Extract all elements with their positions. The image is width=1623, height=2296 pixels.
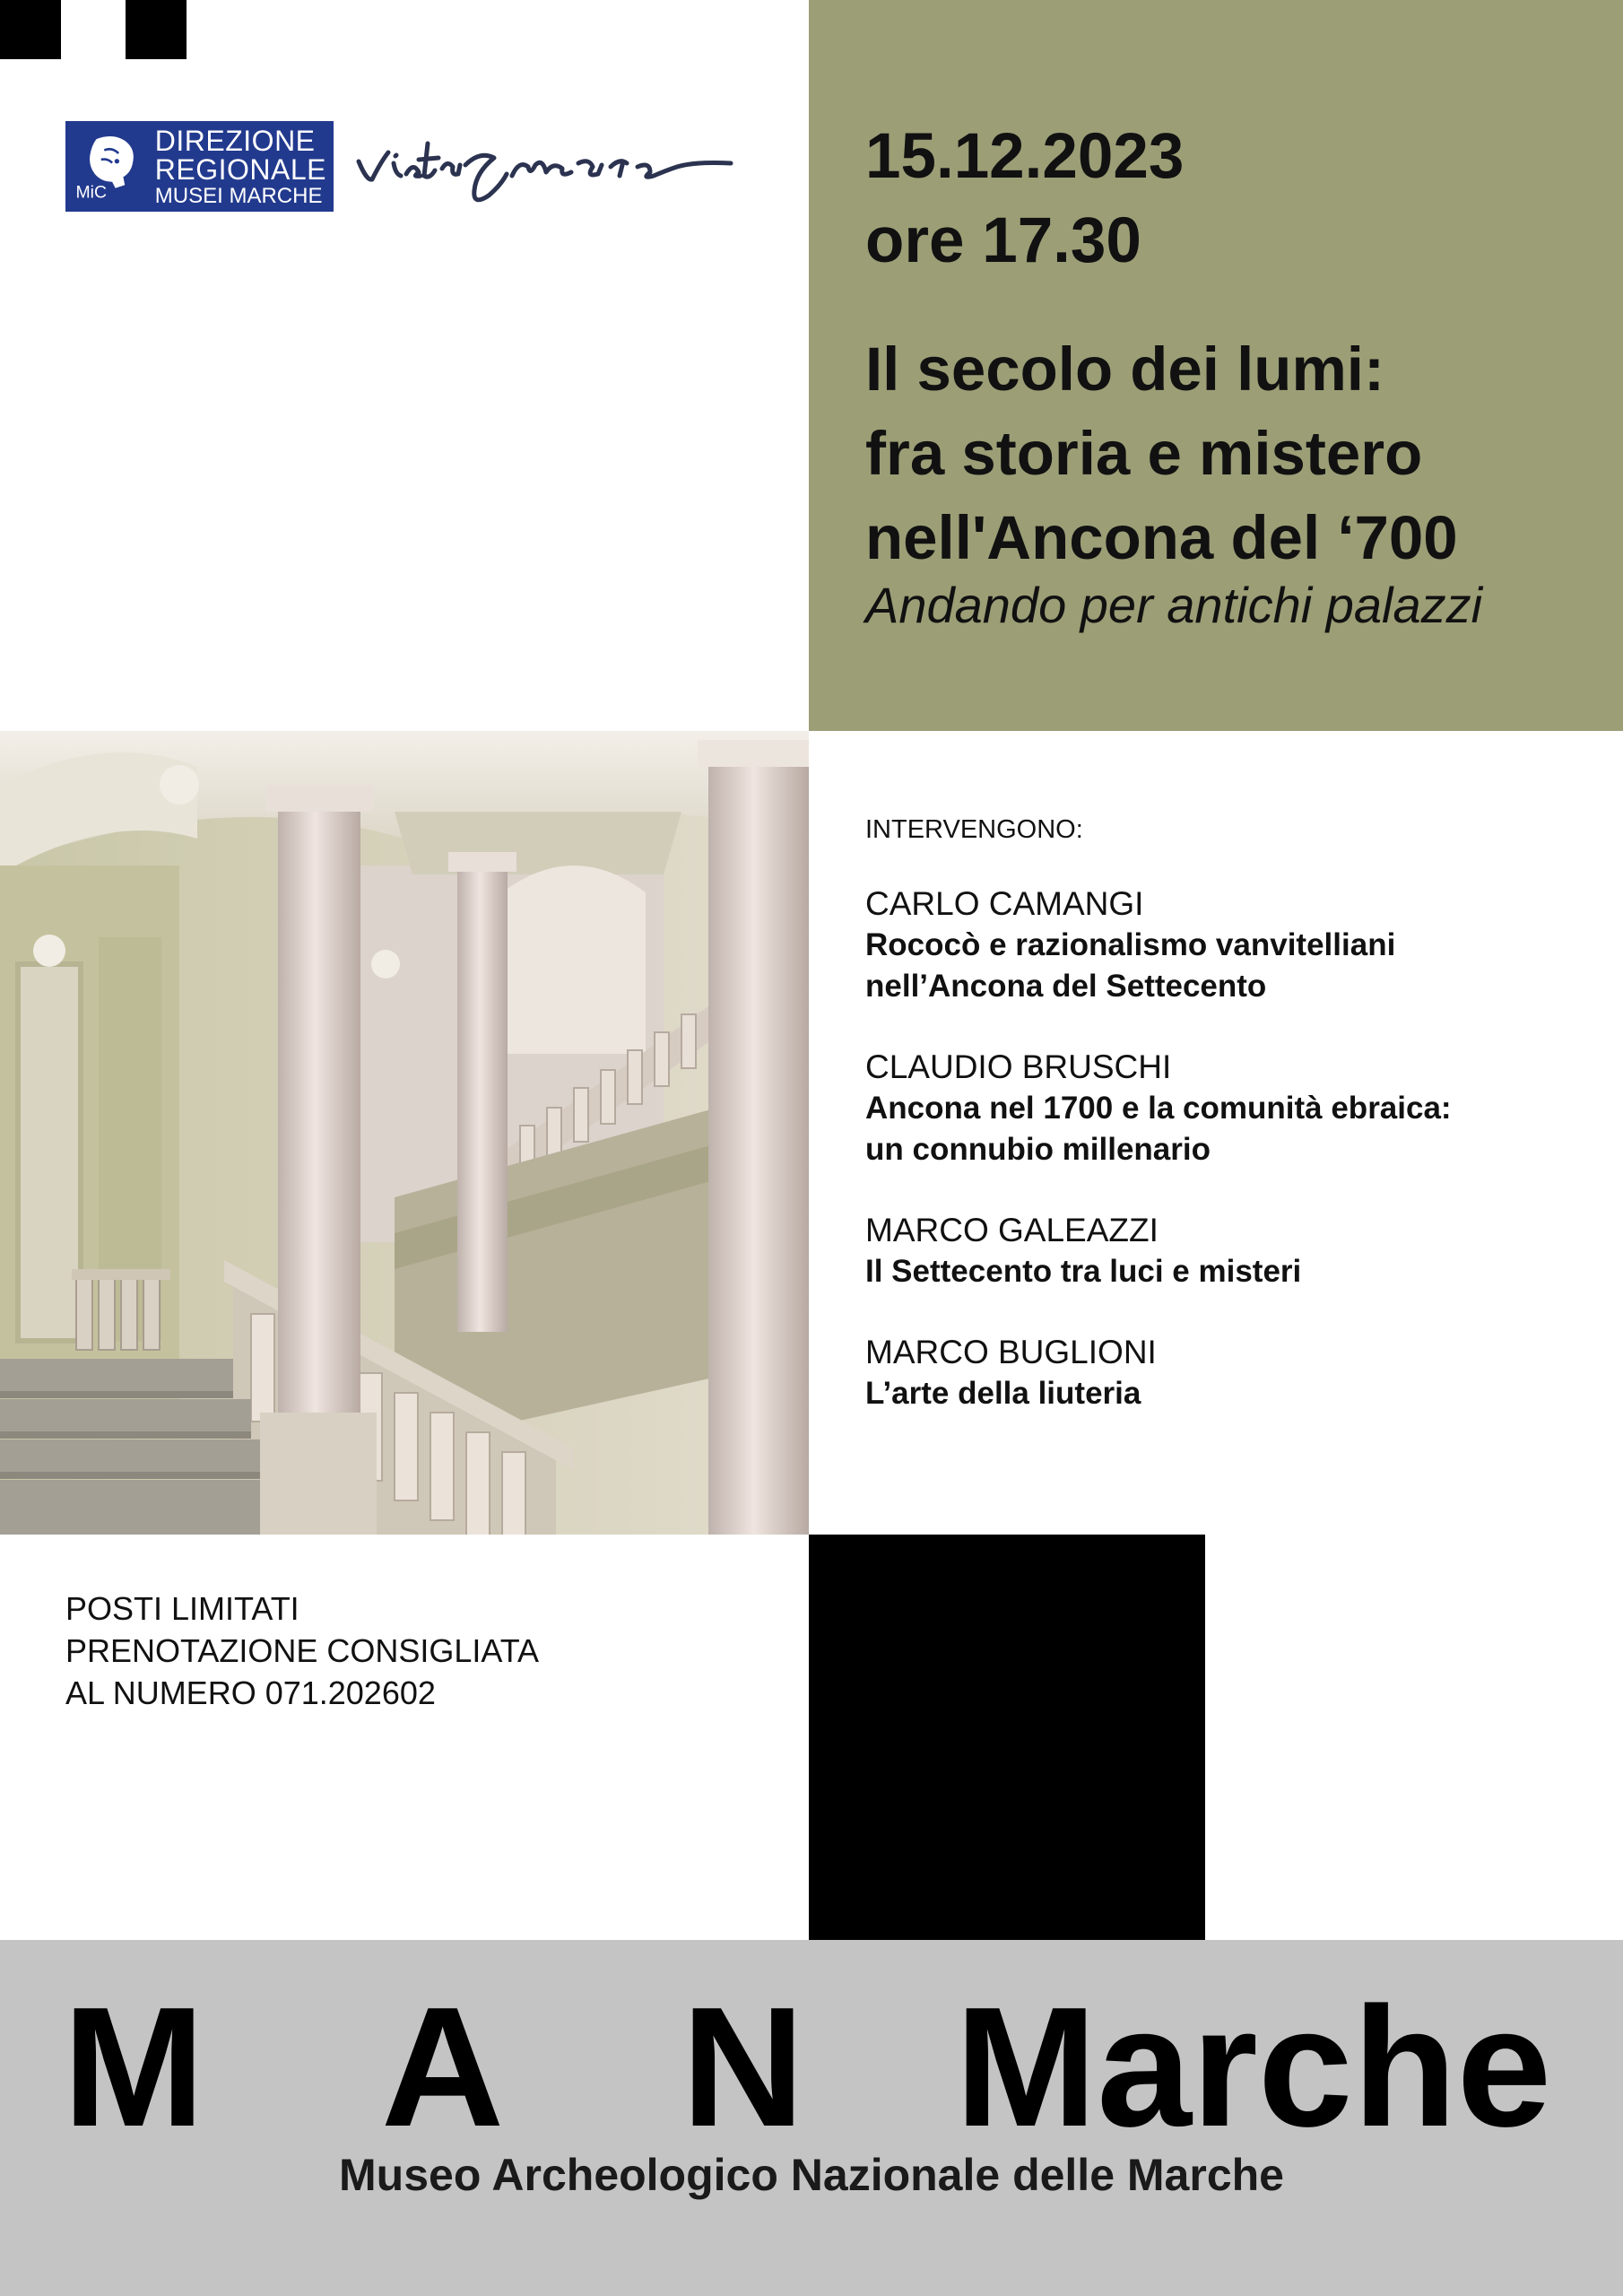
title-line: Il secolo dei lumi: (865, 335, 1384, 404)
mic-mark: MiC (75, 182, 107, 203)
booking-line: POSTI LIMITATI (65, 1590, 299, 1627)
talk-title: Rococò e razionalismo vanvitelliani (865, 927, 1396, 962)
museum-letter-n: N (681, 1972, 805, 2162)
speaker-name: CLAUDIO BRUSCHI (865, 1048, 1172, 1085)
speakers-heading: INTERVENGONO: (865, 815, 1083, 844)
stair-hall-illustration (0, 731, 809, 1535)
museum-full-name: Museo Archeologico Nazionale delle Marche (339, 2150, 1284, 2200)
speaker-item (865, 883, 1601, 1007)
speaker-item (865, 1047, 1601, 1170)
talk-title: L’arte della liuteria (865, 1376, 1141, 1411)
speaker-item (865, 1332, 1601, 1414)
speaker-name: MARCO GALEAZZI (865, 1212, 1159, 1248)
logo-line-1: DIREZIONE (154, 124, 316, 157)
museum-letter-m: M (63, 1972, 205, 2162)
talk-title: nell’Ancona del Settecento (865, 969, 1267, 1004)
vistamare-logo (354, 126, 767, 215)
stair-hall-photo (0, 731, 809, 1535)
logo-line-2: REGIONALE (154, 152, 326, 186)
booking-info (65, 1587, 539, 1714)
talk-title: un connubio millenario (865, 1132, 1211, 1167)
event-time: ore 17.30 (865, 205, 1141, 276)
talk-title: Ancona nel 1700 e la comunità ebraica: (865, 1091, 1452, 1126)
corner-square-2 (126, 0, 187, 59)
event-date: 15.12.2023 (865, 121, 1185, 192)
museum-word-marche: Marche (955, 1972, 1552, 2162)
event-datetime (865, 115, 1184, 283)
corner-square-1 (0, 0, 61, 59)
event-title (865, 327, 1458, 580)
speaker-item (865, 1210, 1601, 1292)
direzione-regionale-logo (65, 121, 334, 212)
head-emblem-icon (73, 126, 148, 206)
logo-line-3: MUSEI MARCHE (154, 183, 323, 208)
black-square (809, 1535, 1205, 1940)
speaker-name: MARCO BUGLIONI (865, 1334, 1157, 1370)
title-line: nell'Ancona del ‘700 (865, 503, 1458, 572)
speaker-name: CARLO CAMANGI (865, 885, 1144, 922)
booking-line: AL NUMERO 071.202602 (65, 1674, 436, 1711)
talk-title: Il Settecento tra luci e misteri (865, 1254, 1302, 1289)
museum-letter-a: A (381, 1972, 505, 2162)
speakers-section (865, 812, 1601, 1454)
booking-line: PRENOTAZIONE CONSIGLIATA (65, 1632, 540, 1669)
event-subtitle: Andando per antichi palazzi (865, 577, 1483, 633)
title-line: fra storia e mistero (865, 419, 1423, 488)
